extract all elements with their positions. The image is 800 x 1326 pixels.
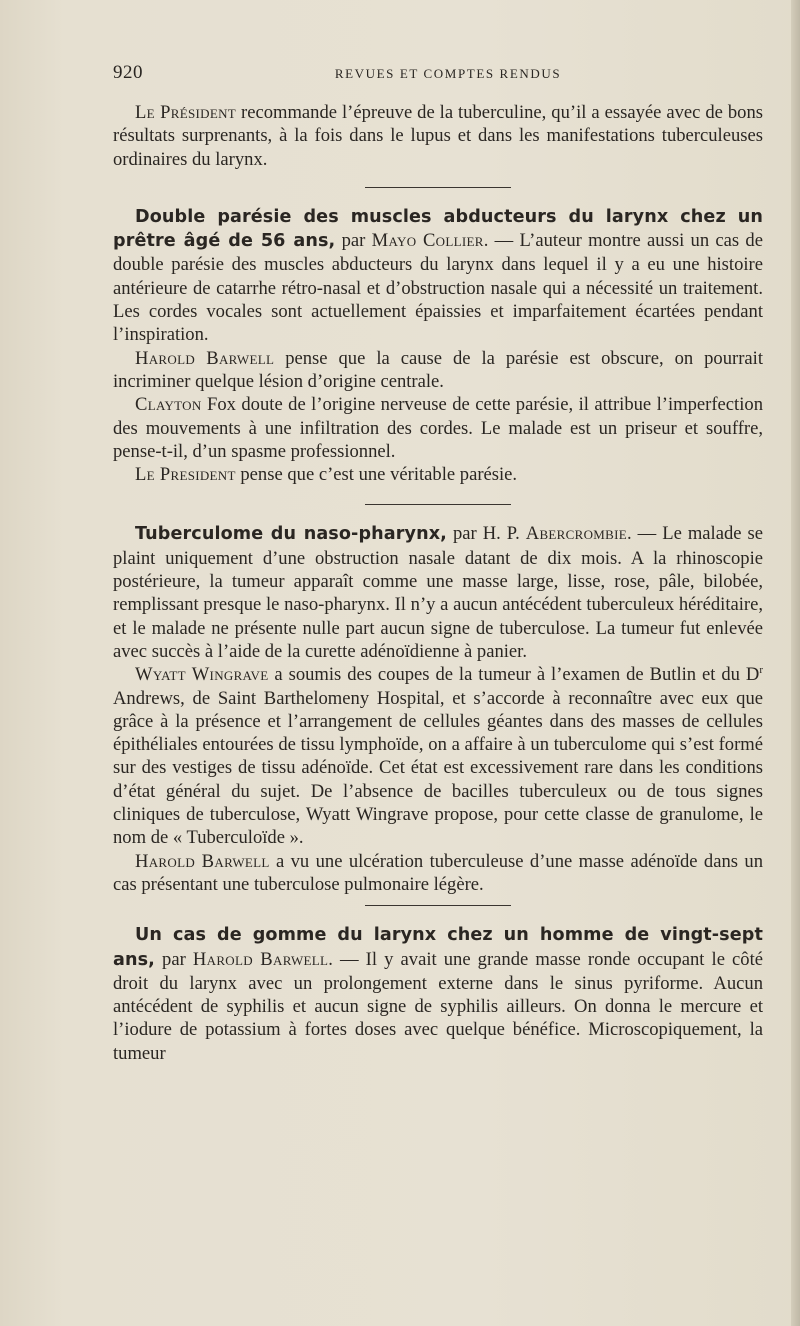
paragraph-text: a soumis des coupes de la tumeur à l’examen de Butlin et du D [268,664,760,686]
paragraph-barwell [113,347,763,394]
article-author: Abercrombie [525,523,627,545]
running-head: REVUES ET COMPTES RENDUS [334,66,562,81]
paragraph-text: Andrews, de Saint Barthelomeny Hospital, et s’accorde à reconnaître avec eux que grâce à la présence et l’arrangement de cellules géantes dans des masses de cellules épithéliales entourées de tissu lymphoïde, on a affaire à un tuberculome qui s’est formé sur des vestiges de tissu adénoïde. Cet état est excessivement rare dans les conditions d’état général du sujet. De l’absence de bacilles tuberculeux ou de tous signes cliniques de tuberculose, Wyatt Wingrave propose, pour cette classe de granulome, le nom de « Tuberculoïde ». [113,687,763,849]
speaker-name: Harold Barwell [135,850,270,872]
speaker-name: Clayton [135,394,202,416]
article-author: Mayo Collier [371,230,484,252]
article-author: Harold Barwell [192,948,329,970]
section-divider [365,187,511,188]
speaker-name: Harold Barwell [135,347,275,369]
article-intro: . — Il y avait une grande masse ronde occupant le côté droit du larynx avec un prolongement externe dans le sinus pyriforme. Aucun antécédent de syphilis et aucun signe de syphilis ailleurs. On donna le mercure et l’iodure de potassium à fortes doses avec quelque bénéfice. Microscopiquement, la tumeur [113,948,764,1064]
article-gomme [113,923,763,1065]
paragraph-president-tuberculine [113,101,763,171]
speaker-name: Wyatt Wingrave [135,664,269,686]
speaker-name: Le President [135,464,236,486]
superscript: r [759,664,763,677]
section-divider [365,504,511,505]
page-body [113,101,763,1065]
section-divider [365,905,511,906]
page-edge-shadow [791,0,800,1326]
paragraph-barwell [113,850,763,897]
article-title: Tuberculome du naso-pharynx, [135,524,447,545]
article-tuberculome [113,522,763,663]
article-paresie [113,205,763,347]
article-intro: . — L’auteur montre aussi un cas de double parésie des muscles abducteurs du larynx dans lequel il y a eu une histoire antérieure de catarrhe rétro-nasal et d’obstruction nasale qui a nécessité un traitement. Les cordes vocales sont actuellement épaissies et imparfaitement écartées pendant l’inspiration. [113,230,763,346]
speaker-name: Le Président [135,102,237,123]
byline-text: par [154,948,193,970]
page-number: 920 [113,62,143,83]
byline-text: par H. P. [446,523,526,545]
paragraph-text: pense que la cause de la parésie est obscure, on pourrait incriminer quelque lésion d’origine centrale. [113,347,763,392]
page-header [113,62,763,86]
paragraph-text: recommande l’épreuve de la tuberculine, qu’il a essayée avec de bons résultats surprenants, à la fois dans le lupus et dans les manifestations tuberculeuses ordinaires du larynx. [113,102,763,170]
paragraph-clayton-fox [113,393,763,463]
paragraph-president [113,463,763,486]
paragraph-text: pense que c’est une véritable parésie. [235,464,518,486]
paragraph-text: Fox doute de l’origine nerveuse de cette parésie, il attribue l’imperfection des mouvements à une infiltration des cordes. Le malade est un priseur et souffre, pense-t-il, d’un spasme professionnel. [113,394,763,462]
byline-text: par [335,230,372,252]
article-title: Un cas de gomme du larynx chez un homme de vingt-sept ans, [113,925,763,970]
article-intro: . — Le malade se plaint uniquement d’une obstruction nasale datant de dix mois. A la rhinoscopie postérieure, la tumeur apparaît comme une masse large, lisse, rose, pâle, bilobée, remplissant presque le naso-pharynx. Il n’y a aucun antécédent tuberculeux héréditaire, et le malade ne présente nulle part aucun signe de tuberculose. La tumeur fut enlevée avec succès à l’aide de la curette adénoïdienne à panier. [113,523,763,662]
article-title: Double parésie des muscles abducteurs du larynx chez un prêtre âgé de 56 ans, [113,206,763,252]
paragraph-wingrave [113,663,763,849]
paragraph-text: a vu une ulcération tuberculeuse d’une masse adénoïde dans un cas présentant une tuberculose pulmonaire légère. [113,850,763,895]
